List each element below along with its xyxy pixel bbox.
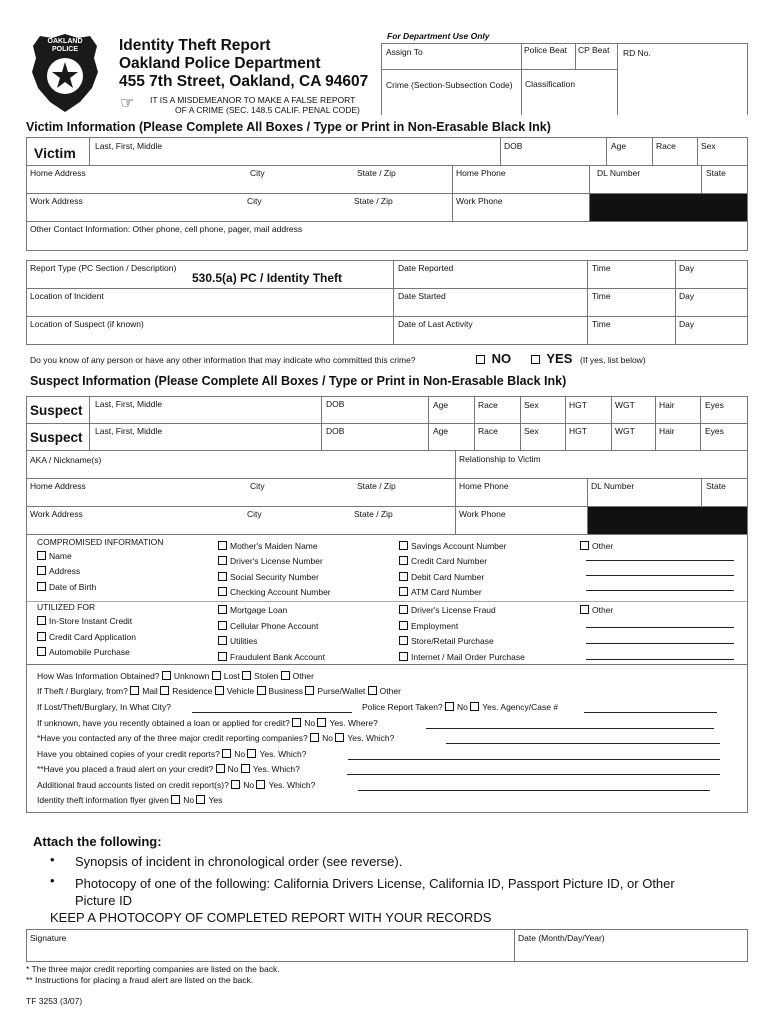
utilized-retail[interactable] xyxy=(399,636,494,646)
option-label: Mail xyxy=(142,686,158,696)
option-label: Yes. Which? xyxy=(259,749,307,759)
compromised-debit-card[interactable] xyxy=(399,572,484,582)
attach-item-synopsis: Synopsis of incident in chronological order (see reverse). xyxy=(75,854,403,869)
checkbox-icon[interactable] xyxy=(212,671,221,680)
suspect-relationship-field[interactable]: Relationship to Victim xyxy=(459,454,541,464)
victim-home-phone-field[interactable]: Home Phone xyxy=(456,168,506,178)
checkbox-icon[interactable] xyxy=(171,795,180,804)
q-what-city-label: If Lost/Theft/Burglary, In What City? xyxy=(37,702,172,712)
compromised-other-line[interactable] xyxy=(586,560,734,561)
suspect-2-age-field[interactable]: Age xyxy=(433,426,449,436)
utilized-cellular[interactable] xyxy=(218,621,318,631)
option-label: In-Store Instant Credit xyxy=(49,616,133,626)
checkbox-icon[interactable] xyxy=(218,556,227,565)
q-fraud-alert xyxy=(37,764,300,774)
option-label: No xyxy=(227,764,239,774)
utilized-other-line[interactable] xyxy=(586,643,734,644)
attach-item-photocopy-cont: Picture ID xyxy=(75,893,133,908)
option-label: Yes. Which? xyxy=(268,780,316,790)
suspect-home-phone-field[interactable]: Home Phone xyxy=(459,481,509,491)
checkbox-icon[interactable] xyxy=(216,764,225,773)
location-suspect-field[interactable]: Location of Suspect (if known) xyxy=(30,319,144,329)
checkbox-icon[interactable] xyxy=(218,636,227,645)
option-label: Automobile Purchase xyxy=(49,647,130,657)
option-label: Checking Account Number xyxy=(230,587,331,597)
suspect-known-question: Do you know of any person or have any other information that may indicate who committed this crime? xyxy=(30,355,416,365)
suspect-1-race-field[interactable]: Race xyxy=(478,400,498,410)
department-name: Oakland Police Department xyxy=(119,55,321,72)
cp-beat-field[interactable]: CP Beat xyxy=(578,45,610,55)
day-last-activity-field[interactable]: Day xyxy=(679,319,695,329)
option-label: Purse/Wallet xyxy=(317,686,366,696)
attach-heading: Attach the following: xyxy=(33,834,162,849)
q-fraud-alert-line[interactable] xyxy=(347,774,720,775)
checkbox-icon[interactable] xyxy=(257,686,266,695)
utilized-heading: UTILIZED FOR xyxy=(37,602,96,612)
utilized-utilities[interactable] xyxy=(218,636,257,646)
suspect-aka-field[interactable]: AKA / Nickname(s) xyxy=(30,455,102,465)
footnote-fraud-alert: ** Instructions for placing a fraud alert are listed on the back. xyxy=(26,975,254,985)
option-label: No xyxy=(183,795,195,805)
compromised-credit-card[interactable] xyxy=(399,556,487,566)
utilized-other-line[interactable] xyxy=(586,627,734,628)
q-flyer-given-label: Identity theft information flyer given xyxy=(37,795,169,805)
suspect-work-city-field[interactable]: City xyxy=(247,509,262,519)
time-reported-field[interactable]: Time xyxy=(592,263,611,273)
victim-dob-field[interactable]: DOB xyxy=(504,141,523,151)
q-theft-from-label: If Theft / Burglary, from? xyxy=(37,686,128,696)
option-label: Credit Card Number xyxy=(411,556,488,566)
option-label: Stolen xyxy=(254,671,279,681)
option-label: Savings Account Number xyxy=(411,541,507,551)
q-info-obtained xyxy=(37,671,314,681)
q-credit-companies xyxy=(37,733,394,743)
crime-code-field[interactable]: Crime (Section-Subsection Code) xyxy=(386,80,513,90)
suspect-known-yes[interactable] xyxy=(531,351,572,366)
option-label: Utilities xyxy=(230,636,258,646)
victim-work-phone-field[interactable]: Work Phone xyxy=(456,196,503,206)
q-credit-reports-line[interactable] xyxy=(348,759,720,760)
suspect-2-race-field[interactable]: Race xyxy=(478,426,498,436)
checkbox-icon[interactable] xyxy=(256,780,265,789)
q-fraud-alert-label: **Have you placed a fraud alert on your credit? xyxy=(37,764,214,774)
q-additional-fraud-label: Additional fraud accounts listed on credit report(s)? xyxy=(37,780,229,790)
form-title: Identity Theft Report xyxy=(119,37,271,54)
checkbox-icon[interactable] xyxy=(281,671,290,680)
victim-name-field[interactable]: Last, First, Middle xyxy=(95,141,163,151)
utilized-internet[interactable] xyxy=(399,652,525,662)
option-label: Cellular Phone Account xyxy=(230,621,319,631)
report-type-value[interactable]: 530.5(a) PC / Identity Theft xyxy=(192,271,343,285)
q-credit-companies-label: *Have you contacted any of the three major credit reporting companies? xyxy=(37,733,308,743)
checkbox-icon[interactable] xyxy=(399,636,408,645)
keep-photocopy-note: KEEP A PHOTOCOPY OF COMPLETED REPORT WITH YOUR RECORDS xyxy=(50,910,492,925)
rd-number-field[interactable]: RD No. xyxy=(623,48,651,58)
police-badge-logo xyxy=(30,32,100,114)
utilized-other[interactable] xyxy=(580,605,613,615)
suspect-1-wgt-field[interactable]: WGT xyxy=(615,400,635,410)
checkbox-icon[interactable] xyxy=(37,616,46,625)
checkbox-icon[interactable] xyxy=(218,572,227,581)
police-beat-field[interactable]: Police Beat xyxy=(524,45,567,55)
option-label: No xyxy=(457,702,468,712)
checkbox-icon[interactable] xyxy=(399,556,408,565)
option-label: No xyxy=(243,780,255,790)
checkbox-icon[interactable] xyxy=(218,541,227,550)
compromised-maiden-name[interactable] xyxy=(218,541,318,551)
q-what-city-line[interactable] xyxy=(192,712,352,713)
date-last-activity-field[interactable]: Date of Last Activity xyxy=(398,319,473,329)
checkbox-icon[interactable] xyxy=(317,718,326,727)
suspect-section-title: Suspect Information (Please Complete All Boxes / Type or Print in Non-Erasable Black Ink) xyxy=(30,374,567,388)
option-label: Vehicle xyxy=(226,686,255,696)
report-type-label: Report Type (PC Section / Description) xyxy=(30,263,177,273)
suspect-work-address-field[interactable]: Work Address xyxy=(30,509,83,519)
checkbox-icon[interactable] xyxy=(241,764,250,773)
department-address: 455 7th Street, Oakland, CA 94607 xyxy=(119,73,369,90)
option-label: Store/Retail Purchase xyxy=(411,636,494,646)
suspect-2-label: Suspect xyxy=(30,430,83,445)
victim-label: Victim xyxy=(34,145,76,161)
suspect-2-hgt-field[interactable]: HGT xyxy=(569,426,587,436)
option-label: Social Security Number xyxy=(230,572,319,582)
checkbox-icon[interactable] xyxy=(399,605,408,614)
attach-item-photocopy: Photocopy of one of the following: California Drivers License, California ID, Passport Picture ID, or Other xyxy=(75,876,675,891)
option-label: Address xyxy=(49,566,81,576)
suspect-1-hair-field[interactable]: Hair xyxy=(659,400,675,410)
yes-checkbox-icon[interactable] xyxy=(531,355,540,364)
warning-line-1: IT IS A MISDEMEANOR TO MAKE A FALSE REPORT xyxy=(150,95,356,105)
compromised-heading: COMPROMISED INFORMATION xyxy=(37,537,164,547)
checkbox-icon[interactable] xyxy=(305,686,314,695)
suspect-work-phone-field[interactable]: Work Phone xyxy=(459,509,506,519)
utilized-bank-account[interactable] xyxy=(218,652,325,662)
suspect-1-age-field[interactable]: Age xyxy=(433,400,449,410)
checkbox-icon[interactable] xyxy=(162,671,171,680)
checkbox-icon[interactable] xyxy=(310,733,319,742)
suspect-home-address-field[interactable]: Home Address xyxy=(30,481,86,491)
footnote-credit-companies: * The three major credit reporting companies are listed on the back. xyxy=(26,964,280,974)
option-label: Yes. Which? xyxy=(252,764,300,774)
time-last-activity-field[interactable]: Time xyxy=(592,319,611,329)
option-label: ATM Card Number xyxy=(411,587,482,597)
suspect-1-name-field[interactable]: Last, First, Middle xyxy=(95,399,163,409)
checkbox-icon[interactable] xyxy=(292,718,301,727)
option-label: Unknown xyxy=(173,671,210,681)
suspect-2-name-field[interactable]: Last, First, Middle xyxy=(95,426,163,436)
option-label: Yes. Which? xyxy=(347,733,395,743)
compromised-dl-number[interactable] xyxy=(218,556,323,566)
checkbox-icon[interactable] xyxy=(470,702,479,711)
suspect-dl-number-field[interactable]: DL Number xyxy=(591,481,635,491)
suspect-work-state-zip-field[interactable]: State / Zip xyxy=(354,509,393,519)
option-label: Other xyxy=(592,605,614,615)
q-theft-from xyxy=(37,686,401,696)
checkbox-icon[interactable] xyxy=(37,551,46,560)
q-credit-companies-line[interactable] xyxy=(446,743,720,744)
suspect-work-redacted xyxy=(588,507,747,534)
q-loan-line[interactable] xyxy=(426,728,714,729)
form-id: TF 3253 (3/07) xyxy=(26,996,83,1006)
victim-race-field[interactable]: Race xyxy=(656,141,676,151)
suspect-2-dob-field[interactable]: DOB xyxy=(326,426,345,436)
time-started-field[interactable]: Time xyxy=(592,291,611,301)
checkbox-icon[interactable] xyxy=(130,686,139,695)
option-label: Yes. Where? xyxy=(329,718,378,728)
checkbox-icon[interactable] xyxy=(37,566,46,575)
checkbox-icon[interactable] xyxy=(368,686,377,695)
checkbox-icon[interactable] xyxy=(37,632,46,641)
option-label: Driver's License Number xyxy=(230,556,323,566)
signature-date-field[interactable]: Date (Month/Day/Year) xyxy=(518,933,605,943)
badge-text: OAKLAND POLICE xyxy=(47,38,83,53)
victim-other-contact-field[interactable]: Other Contact Information: Other phone, cell phone, pager, mail address xyxy=(30,224,303,234)
checkbox-icon[interactable] xyxy=(399,621,408,630)
suspect-2-hair-field[interactable]: Hair xyxy=(659,426,675,436)
option-label: Other xyxy=(592,541,614,551)
checkbox-icon[interactable] xyxy=(247,749,256,758)
no-checkbox-icon[interactable] xyxy=(476,355,485,364)
victim-city-field[interactable]: City xyxy=(250,168,265,178)
checkbox-icon[interactable] xyxy=(218,587,227,596)
checkbox-icon[interactable] xyxy=(399,541,408,550)
option-label: Mother's Maiden Name xyxy=(230,541,318,551)
q-loan xyxy=(37,718,378,728)
option-label: Lost xyxy=(223,671,240,681)
checkbox-icon[interactable] xyxy=(242,671,251,680)
checkbox-icon[interactable] xyxy=(218,621,227,630)
option-label: Other xyxy=(292,671,314,681)
bullet-2: • xyxy=(50,873,55,888)
utilized-instore-credit[interactable] xyxy=(37,616,132,626)
warning-line-2: OF A CRIME (SEC. 148.5 CALIF. PENAL CODE) xyxy=(175,105,360,115)
option-label: Residence xyxy=(172,686,213,696)
option-label: Business xyxy=(268,686,304,696)
q-credit-reports xyxy=(37,749,306,759)
option-label: Internet / Mail Order Purchase xyxy=(411,652,525,662)
victim-home-address-field[interactable]: Home Address xyxy=(30,168,86,178)
victim-age-field[interactable]: Age xyxy=(611,141,627,151)
compromised-other-line[interactable] xyxy=(586,575,734,576)
checkbox-icon[interactable] xyxy=(580,605,589,614)
option-label: Other xyxy=(379,686,401,696)
option-label: No xyxy=(304,718,316,728)
checkbox-icon[interactable] xyxy=(218,652,227,661)
victim-work-redacted xyxy=(590,194,747,221)
option-label: Mortgage Loan xyxy=(230,605,288,615)
compromised-atm-card[interactable] xyxy=(399,587,482,597)
victim-state-zip-field[interactable]: State / Zip xyxy=(357,168,396,178)
utilized-dl-fraud[interactable] xyxy=(399,605,496,615)
option-label: Name xyxy=(49,551,72,561)
compromised-name[interactable] xyxy=(37,551,72,561)
compromised-dob[interactable] xyxy=(37,582,96,592)
q-police-report xyxy=(362,702,558,712)
checkbox-icon[interactable] xyxy=(445,702,454,711)
q-loan-label: If unknown, have you recently obtained a loan or applied for credit? xyxy=(37,718,290,728)
victim-section-title: Victim Information (Please Complete All Boxes / Type or Print in Non-Erasable Black Ink) xyxy=(26,120,551,134)
checkbox-icon[interactable] xyxy=(399,587,408,596)
victim-dl-state-field[interactable]: State xyxy=(706,168,726,178)
checkbox-icon[interactable] xyxy=(160,686,169,695)
no-label: NO xyxy=(491,351,512,366)
checkbox-icon[interactable] xyxy=(580,541,589,550)
pointing-hand-icon: ☞ xyxy=(120,95,135,112)
checkbox-icon[interactable] xyxy=(222,749,231,758)
compromised-savings[interactable] xyxy=(399,541,506,551)
date-reported-field[interactable]: Date Reported xyxy=(398,263,454,273)
option-label: Yes. Agency/Case # xyxy=(482,702,559,712)
utilized-auto-purchase[interactable] xyxy=(37,647,130,657)
checkbox-icon[interactable] xyxy=(399,652,408,661)
bullet-1: • xyxy=(50,852,55,867)
option-label: Date of Birth xyxy=(49,582,97,592)
yes-label: YES xyxy=(546,351,573,366)
compromised-other-line[interactable] xyxy=(586,590,734,591)
q-flyer-given xyxy=(37,795,222,805)
suspect-1-sex-field[interactable]: Sex xyxy=(524,400,539,410)
q-additional-fraud-line[interactable] xyxy=(358,790,710,791)
utilized-other-line[interactable] xyxy=(586,659,734,660)
option-label: Credit Card Application xyxy=(49,632,136,642)
checkbox-icon[interactable] xyxy=(196,795,205,804)
suspect-dl-state-field[interactable]: State xyxy=(706,481,726,491)
compromised-address[interactable] xyxy=(37,566,80,576)
dept-use-heading: For Department Use Only xyxy=(387,31,490,41)
victim-sex-field[interactable]: Sex xyxy=(701,141,716,151)
q-info-obtained-label: How Was Information Obtained? xyxy=(37,671,160,681)
signature-field[interactable]: Signature xyxy=(30,933,67,943)
checkbox-icon[interactable] xyxy=(215,686,224,695)
day-started-field[interactable]: Day xyxy=(679,291,695,301)
checkbox-icon[interactable] xyxy=(399,572,408,581)
compromised-checking[interactable] xyxy=(218,587,331,597)
location-incident-field[interactable]: Location of Incident xyxy=(30,291,104,301)
option-label: Debit Card Number xyxy=(411,572,485,582)
option-label: Driver's License Fraud xyxy=(411,605,496,615)
assign-to-field[interactable]: Assign To xyxy=(386,47,423,57)
suspect-state-zip-field[interactable]: State / Zip xyxy=(357,481,396,491)
compromised-ssn[interactable] xyxy=(218,572,319,582)
q-police-report-label: Police Report Taken? xyxy=(362,702,443,712)
option-label: No xyxy=(322,733,333,743)
option-label: Yes xyxy=(208,795,223,805)
checkbox-icon[interactable] xyxy=(231,780,240,789)
suspect-1-eyes-field[interactable]: Eyes xyxy=(705,400,724,410)
suspect-1-dob-field[interactable]: DOB xyxy=(326,399,345,409)
option-label: Fraudulent Bank Account xyxy=(230,652,325,662)
checkbox-icon[interactable] xyxy=(335,733,344,742)
compromised-other[interactable] xyxy=(580,541,613,551)
suspect-known-no[interactable] xyxy=(476,351,511,366)
option-label: No xyxy=(234,749,246,759)
utilized-mortgage[interactable] xyxy=(218,605,287,615)
suspect-2-sex-field[interactable]: Sex xyxy=(524,426,539,436)
suspect-1-hgt-field[interactable]: HGT xyxy=(569,400,587,410)
day-reported-field[interactable]: Day xyxy=(679,263,695,273)
checkbox-icon[interactable] xyxy=(37,647,46,656)
q-credit-reports-label: Have you obtained copies of your credit reports? xyxy=(37,749,220,759)
suspect-2-wgt-field[interactable]: WGT xyxy=(615,426,635,436)
utilized-credit-card-app[interactable] xyxy=(37,632,136,642)
suspect-2-eyes-field[interactable]: Eyes xyxy=(705,426,724,436)
date-started-field[interactable]: Date Started xyxy=(398,291,446,301)
option-label: Employment xyxy=(411,621,459,631)
yes-note: (If yes, list below) xyxy=(580,355,646,365)
utilized-employment[interactable] xyxy=(399,621,458,631)
victim-work-state-zip-field[interactable]: State / Zip xyxy=(354,196,393,206)
checkbox-icon[interactable] xyxy=(218,605,227,614)
checkbox-icon[interactable] xyxy=(37,582,46,591)
victim-work-city-field[interactable]: City xyxy=(247,196,262,206)
suspect-city-field[interactable]: City xyxy=(250,481,265,491)
victim-dl-number-field[interactable]: DL Number xyxy=(597,168,641,178)
q-agency-case-line[interactable] xyxy=(584,712,717,713)
victim-work-address-field[interactable]: Work Address xyxy=(30,196,83,206)
suspect-1-label: Suspect xyxy=(30,403,83,418)
q-additional-fraud xyxy=(37,780,315,790)
classification-field[interactable]: Classification xyxy=(525,79,576,89)
